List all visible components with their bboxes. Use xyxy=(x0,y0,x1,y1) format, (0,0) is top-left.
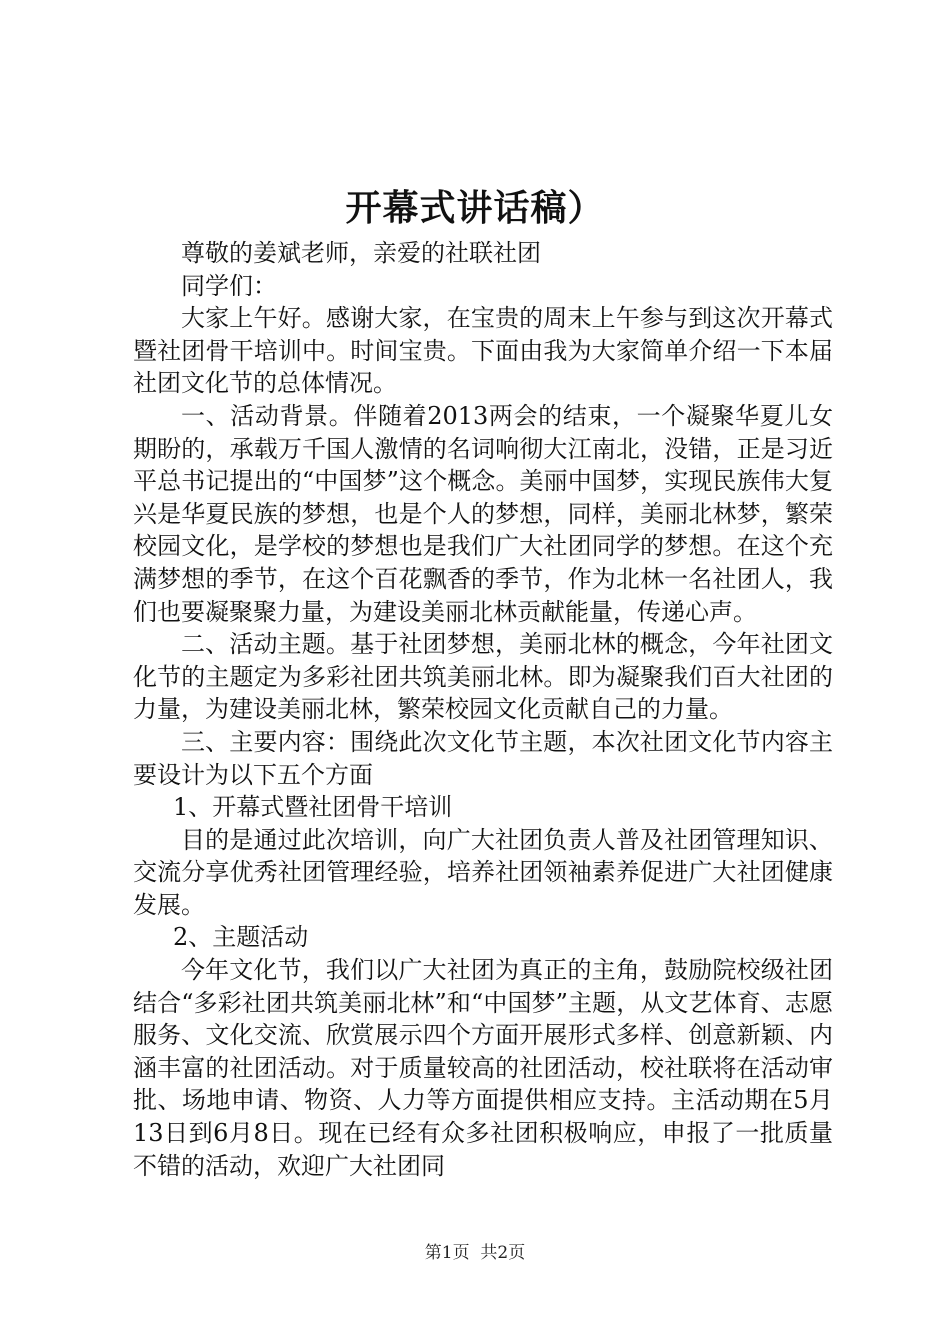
document-title: 开幕式讲话稿） xyxy=(345,187,605,229)
page-total: 共2页 xyxy=(480,1243,526,1263)
salutation-line: 同学们： xyxy=(181,271,277,300)
salutation-line: 尊敬的姜斌老师，亲爱的社联社团 xyxy=(181,239,541,267)
paragraph: 大家上午好。感谢大家，在宝贵的周末上午参与到这次开幕式暨社团骨干培训中。时间宝贵。下面由我为大家简单介绍一下本届社团文化节的总体情况。 xyxy=(133,304,833,398)
paragraph: 三、主要内容：围绕此次文化节主题，本次社团文化节内容主要设计为以下五个方面 xyxy=(133,727,833,789)
section-heading: 2、主题活动 xyxy=(173,923,309,952)
document-body xyxy=(133,237,833,1182)
page-number: 第1页 xyxy=(424,1243,470,1263)
section-heading: 1、开幕式暨社团骨干培训 xyxy=(173,793,453,822)
paragraph: 一、活动背景。伴随着2013两会的结束，一个凝聚华夏儿女期盼的，承载万千国人激情的名词响彻大江南北，没错，正是习近平总书记提出的“中国梦”这个概念。美丽中国梦，实现民族伟大复兴是华夏民族的梦想，也是个人的梦想，同样，美丽北林梦，繁荣校园文化，是学校的梦想也是我们广大社团同学的梦想。在这个充满梦想的季节，在这个百花飘香的季节，作为北林一名社团人，我们也要凝聚聚力量，为建设美丽北林贡献能量，传递心声。 xyxy=(133,401,833,626)
paragraph: 二、活动主题。基于社团梦想，美丽北林的概念，今年社团文化节的主题定为多彩社团共筑美丽北林。即为凝聚我们百大社团的力量，为建设美丽北林，繁荣校园文化贡献自己的力量。 xyxy=(133,630,833,724)
paragraph: 目的是通过此次培训，向广大社团负责人普及社团管理知识、交流分享优秀社团管理经验，培养社团领袖素养促进广大社团健康发展。 xyxy=(133,825,833,919)
paragraph: 今年文化节，我们以广大社团为真正的主角，鼓励院校级社团结合“多彩社团共筑美丽北林”和“中国梦”主题，从文艺体育、志愿服务、文化交流、欣赏展示四个方面开展形式多样、创意新颖、内涵丰富的社团活动。对于质量较高的社团活动，校社联将在活动审批、场地申请、物资、人力等方面提供相应支持。主活动期在5月13日到6月8日。现在已经有众多社团积极响应，申报了一批质量不错的活动，欢迎广大社团同 xyxy=(133,956,833,1180)
page-footer xyxy=(0,1241,950,1265)
